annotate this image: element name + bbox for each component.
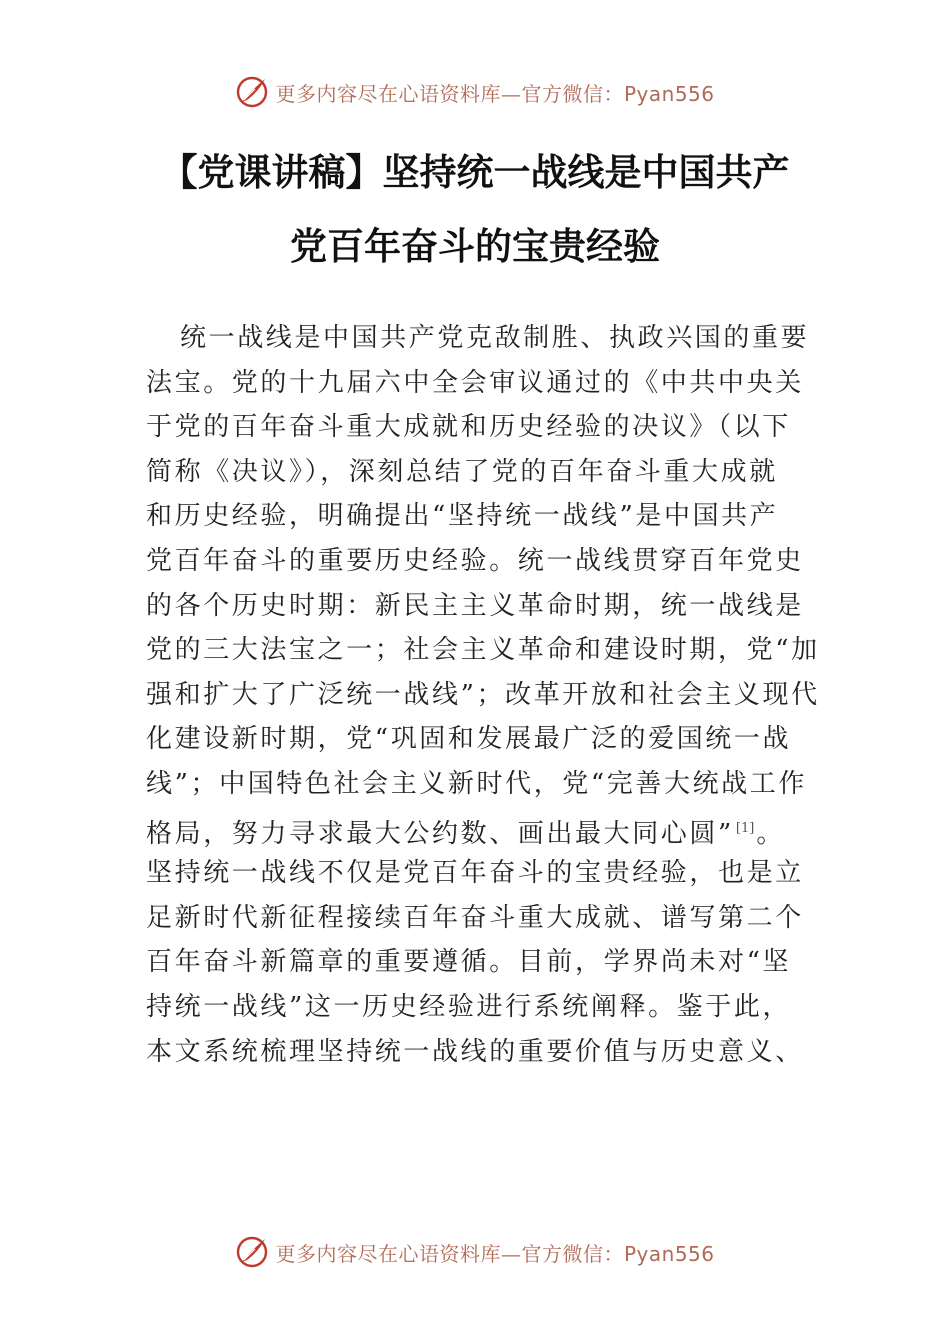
sentence-end: 。 — [756, 818, 785, 849]
body-line: 强和扩大了广泛统一战线”；改革开放和社会主义现代 — [146, 679, 820, 710]
body-line: 持统一战线”这一历史经验进行系统阐释。鉴于此， — [146, 991, 792, 1022]
body-line: 于党的百年奋斗重大成就和历史经验的决议》（以下 — [146, 412, 791, 443]
quill-logo-icon — [235, 1235, 269, 1269]
body-line: 线”；中国特色社会主义新时代，党“完善大统战工作 — [146, 768, 807, 799]
body-line: 化建设新时期，党“巩固和发展最广泛的爱国统一战 — [146, 724, 792, 755]
body-line: 党的三大法宝之一；社会主义革命和建设时期，党“加 — [146, 635, 820, 666]
body-line: 党百年奋斗的重要历史经验。统一战线贯穿百年党史 — [146, 545, 804, 576]
body-line: 简称《决议》），深刻总结了党的百年奋斗重大成就 — [146, 456, 778, 487]
body-line: 和历史经验，明确提出“坚持统一战线”是中国共产 — [146, 501, 779, 532]
body-line: 本文系统梳理坚持统一战线的重要价值与历史意义、 — [146, 1036, 804, 1067]
body-line: 的各个历史时期：新民主主义革命时期，统一战线是 — [146, 590, 804, 621]
footer-watermark — [0, 1232, 950, 1272]
page-title-line-2: 党百年奋斗的宝贵经验 — [290, 225, 660, 268]
header-watermark — [0, 72, 950, 112]
body-line-with-footnote — [146, 807, 806, 852]
body-line: 坚持统一战线不仅是党百年奋斗的宝贵经验，也是立 — [146, 858, 804, 889]
body-line: 百年奋斗新篇章的重要遵循。目前，学界尚未对“坚 — [146, 947, 792, 978]
footnote-reference[interactable]: [1] — [735, 820, 755, 836]
watermark-text: 更多内容尽在心语资料库—官方微信：Pyan556 — [275, 81, 715, 106]
quill-logo-icon — [235, 75, 269, 109]
article-body — [146, 316, 820, 1074]
watermark-text: 更多内容尽在心语资料库—官方微信：Pyan556 — [275, 1241, 715, 1266]
body-line: 法宝。党的十九届六中全会审议通过的《中共中央关 — [146, 367, 804, 398]
body-line-text: 格局，努力寻求最大公约数、画出最大同心圆” — [146, 818, 734, 849]
body-line: 统一战线是中国共产党克敌制胜、执政兴国的重要 — [180, 323, 810, 353]
page-title-line-1: 【党课讲稿】坚持统一战线是中国共产 — [160, 151, 790, 194]
body-line: 足新时代新征程接续百年奋斗重大成就、谱写第二个 — [146, 902, 804, 933]
